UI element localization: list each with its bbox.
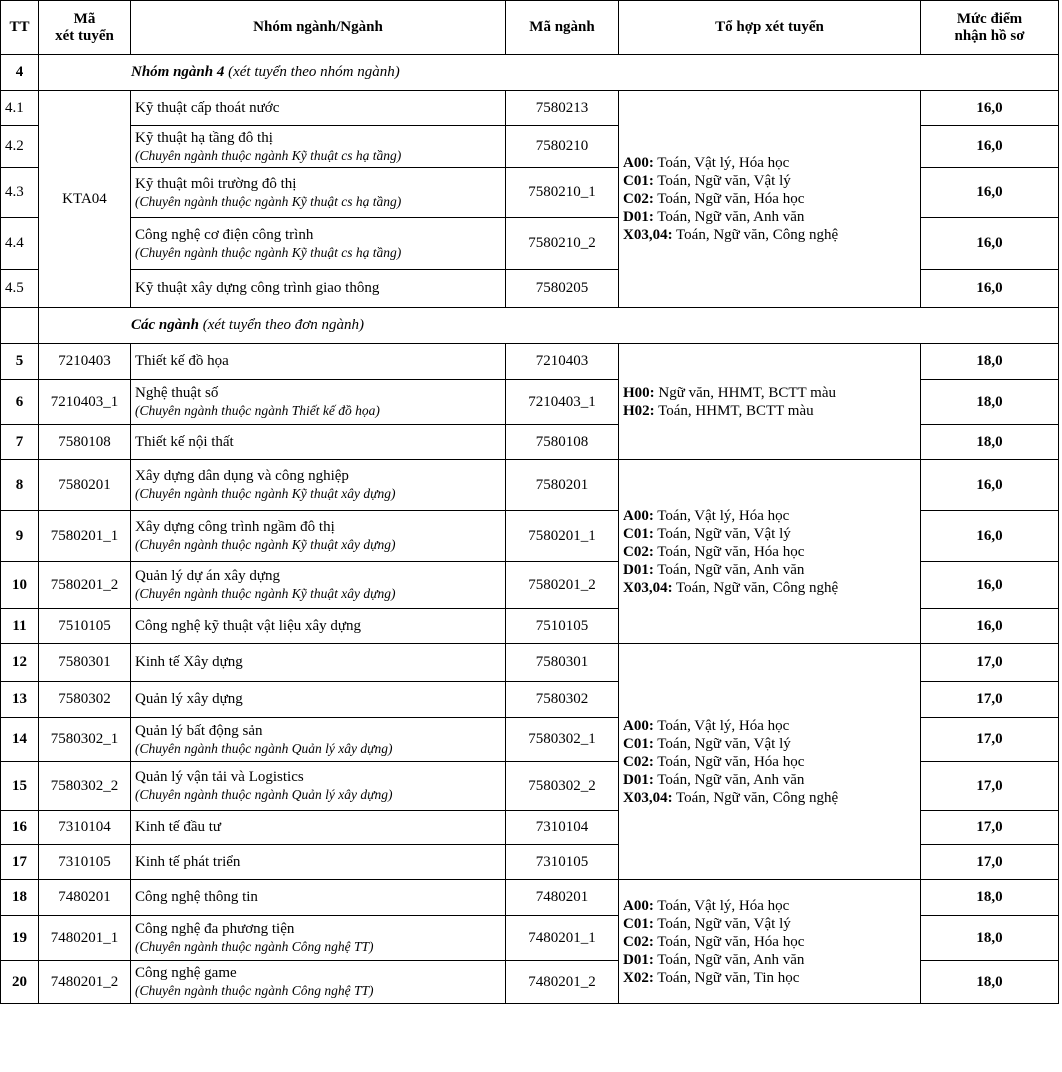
combo-line: C02: Toán, Ngữ văn, Hóa học [623,543,805,560]
row-ma-xet-tuyen: 7510105 [39,609,131,644]
row-tt: 4.1 [1,91,39,126]
row-ma-xet-tuyen: 7210403_1 [39,380,131,425]
row-tt: 20 [1,961,39,1004]
row-ma-nganh: 7580213 [506,91,619,126]
row-score: 18,0 [921,880,1059,916]
row-score: 17,0 [921,644,1059,682]
row-ma-nganh: 7480201_1 [506,916,619,961]
row-score: 18,0 [921,425,1059,460]
row-score: 16,0 [921,511,1059,562]
row-nganh: Thiết kế đồ họa [131,344,506,380]
combo-line: C01: Toán, Ngữ văn, Vật lý [623,525,791,542]
row-ma-xet-tuyen: 7480201_1 [39,916,131,961]
row-nganh: Kỹ thuật hạ tầng đô thị (Chuyên ngành thuộc ngành Kỹ thuật cs hạ tầng) [131,126,506,168]
combo-cell-a [619,91,921,308]
row-tt: 18 [1,880,39,916]
group-tt-empty [1,308,39,344]
row-ma-nganh: 7580302 [506,682,619,718]
combo-line: C01: Toán, Ngữ văn, Vật lý [623,915,791,932]
row-score: 16,0 [921,126,1059,168]
combo-line: C02: Toán, Ngữ văn, Hóa học [623,753,805,770]
header-nganh: Nhóm ngành/Ngành [131,1,506,55]
row-tt: 15 [1,762,39,811]
group-title: Nhóm ngành 4 (xét tuyển theo nhóm ngành) [39,55,1059,91]
row-ma-nganh: 7580210_1 [506,168,619,218]
group-title: Các ngành (xét tuyển theo đơn ngành) [39,308,1059,344]
row-ma-nganh: 7510105 [506,609,619,644]
row-ma-nganh: 7580302_1 [506,718,619,762]
group-tt: 4 [1,55,39,91]
row-score: 16,0 [921,168,1059,218]
combo-line: C01: Toán, Ngữ văn, Vật lý [623,173,791,189]
row-nganh: Kinh tế phát triển [131,845,506,880]
row-ma-nganh: 7480201_2 [506,961,619,1004]
row-nganh: Kỹ thuật xây dựng công trình giao thông [131,270,506,308]
row-ma-xet-tuyen: 7580301 [39,644,131,682]
row-ma-xet-tuyen: 7210403 [39,344,131,380]
row-score: 16,0 [921,609,1059,644]
table-row [1,644,1059,682]
header-tt: TT [1,1,39,55]
row-score: 18,0 [921,344,1059,380]
row-ma-nganh: 7580201_1 [506,511,619,562]
combo-cell-a2 [619,460,921,644]
row-nganh: Quản lý bất động sản (Chuyên ngành thuộc ngành Quản lý xây dựng) [131,718,506,762]
row-ma-nganh: 7580201_2 [506,562,619,609]
row-ma-nganh: 7480201 [506,880,619,916]
combo-line: C02: Toán, Ngữ văn, Hóa học [623,933,805,950]
header-to-hop: Tổ hợp xét tuyển [619,1,921,55]
row-nganh: Công nghệ cơ điện công trình (Chuyên ngành thuộc ngành Kỹ thuật cs hạ tầng) [131,218,506,270]
row-nganh: Kỹ thuật cấp thoát nước [131,91,506,126]
row-nganh: Thiết kế nội thất [131,425,506,460]
table-row [1,460,1059,511]
combo-cell-h [619,344,921,460]
combo-line: X03,04: Toán, Ngữ văn, Công nghệ [623,227,839,243]
row-ma-nganh: 7580301 [506,644,619,682]
row-score: 18,0 [921,380,1059,425]
row-ma-xet-tuyen: 7580302_1 [39,718,131,762]
row-ma-nganh: 7310105 [506,845,619,880]
row-ma-xet-tuyen: 7310105 [39,845,131,880]
combo-line: X03,04: Toán, Ngữ văn, Công nghệ [623,579,839,596]
table-row [1,880,1059,916]
group-row-single [1,308,1059,344]
row-nganh: Kinh tế Xây dựng [131,644,506,682]
row-nganh: Nghệ thuật số (Chuyên ngành thuộc ngành Thiết kế đồ họa) [131,380,506,425]
combo-line: A00: Toán, Vật lý, Hóa học [623,897,790,914]
row-score: 16,0 [921,562,1059,609]
row-score: 16,0 [921,218,1059,270]
header-muc-diem: Mức điểm nhận hồ sơ [921,1,1059,55]
row-ma-xet-tuyen: 7580302 [39,682,131,718]
row-ma-nganh: 7580205 [506,270,619,308]
row-score: 17,0 [921,811,1059,845]
row-ma-nganh: 7580210_2 [506,218,619,270]
row-ma-xet-tuyen: 7480201_2 [39,961,131,1004]
row-score: 17,0 [921,762,1059,811]
row-nganh: Quản lý vận tải và Logistics (Chuyên ngành thuộc ngành Quản lý xây dựng) [131,762,506,811]
row-tt: 13 [1,682,39,718]
combo-line: A00: Toán, Vật lý, Hóa học [623,717,790,734]
combo-cell-a3 [619,644,921,880]
row-tt: 4.4 [1,218,39,270]
group-ma-xet-tuyen: KTA04 [39,91,131,308]
row-ma-xet-tuyen: 7580108 [39,425,131,460]
table-row [1,91,1059,126]
row-ma-nganh: 7580302_2 [506,762,619,811]
row-ma-nganh: 7210403 [506,344,619,380]
row-nganh: Kỹ thuật môi trường đô thị (Chuyên ngành thuộc ngành Kỹ thuật cs hạ tầng) [131,168,506,218]
row-ma-xet-tuyen: 7580201_2 [39,562,131,609]
row-nganh: Công nghệ đa phương tiện (Chuyên ngành thuộc ngành Công nghệ TT) [131,916,506,961]
row-tt: 4.2 [1,126,39,168]
row-tt: 17 [1,845,39,880]
row-ma-xet-tuyen: 7580201_1 [39,511,131,562]
row-score: 17,0 [921,845,1059,880]
combo-line: C02: Toán, Ngữ văn, Hóa học [623,191,805,207]
row-score: 17,0 [921,682,1059,718]
row-tt: 16 [1,811,39,845]
row-ma-xet-tuyen: 7480201 [39,880,131,916]
row-tt: 8 [1,460,39,511]
combo-line: D01: Toán, Ngữ văn, Anh văn [623,951,805,968]
combo-line: H02: Toán, HHMT, BCTT màu [623,402,814,419]
combo-line: X03,04: Toán, Ngữ văn, Công nghệ [623,789,839,806]
combo-line: C01: Toán, Ngữ văn, Vật lý [623,735,791,752]
row-nganh: Quản lý xây dựng [131,682,506,718]
combo-cell-it [619,880,921,1004]
row-tt: 19 [1,916,39,961]
row-nganh: Công nghệ game (Chuyên ngành thuộc ngành Công nghệ TT) [131,961,506,1004]
row-tt: 9 [1,511,39,562]
row-ma-nganh: 7580210 [506,126,619,168]
row-nganh: Kinh tế đầu tư [131,811,506,845]
row-ma-xet-tuyen: 7580201 [39,460,131,511]
combo-line: D01: Toán, Ngữ văn, Anh văn [623,561,805,578]
row-nganh: Xây dựng công trình ngầm đô thị (Chuyên ngành thuộc ngành Kỹ thuật xây dựng) [131,511,506,562]
row-tt: 4.5 [1,270,39,308]
row-ma-nganh: 7310104 [506,811,619,845]
group-row-4 [1,55,1059,91]
row-nganh: Xây dựng dân dụng và công nghiệp (Chuyên ngành thuộc ngành Kỹ thuật xây dựng) [131,460,506,511]
row-nganh: Công nghệ kỹ thuật vật liệu xây dựng [131,609,506,644]
row-tt: 14 [1,718,39,762]
combo-line: A00: Toán, Vật lý, Hóa học [623,155,790,171]
row-nganh: Công nghệ thông tin [131,880,506,916]
combo-line: X02: Toán, Ngữ văn, Tin học [623,969,800,986]
row-tt: 5 [1,344,39,380]
row-nganh: Quản lý dự án xây dựng (Chuyên ngành thuộc ngành Kỹ thuật xây dựng) [131,562,506,609]
row-score: 18,0 [921,916,1059,961]
row-ma-xet-tuyen: 7580302_2 [39,762,131,811]
row-tt: 11 [1,609,39,644]
row-score: 18,0 [921,961,1059,1004]
row-tt: 12 [1,644,39,682]
row-ma-nganh: 7210403_1 [506,380,619,425]
row-ma-nganh: 7580108 [506,425,619,460]
row-score: 16,0 [921,91,1059,126]
header-ma-xet-tuyen: Mã xét tuyển [39,1,131,55]
row-tt: 6 [1,380,39,425]
combo-line: D01: Toán, Ngữ văn, Anh văn [623,209,805,225]
row-score: 16,0 [921,270,1059,308]
row-score: 16,0 [921,460,1059,511]
row-tt: 7 [1,425,39,460]
combo-line: H00: Ngữ văn, HHMT, BCTT màu [623,384,836,401]
row-ma-nganh: 7580201 [506,460,619,511]
row-tt: 10 [1,562,39,609]
header-ma-nganh: Mã ngành [506,1,619,55]
table-row [1,344,1059,380]
row-tt: 4.3 [1,168,39,218]
row-ma-xet-tuyen: 7310104 [39,811,131,845]
combo-line: A00: Toán, Vật lý, Hóa học [623,507,790,524]
row-score: 17,0 [921,718,1059,762]
combo-line: D01: Toán, Ngữ văn, Anh văn [623,771,805,788]
header-row [1,1,1059,55]
